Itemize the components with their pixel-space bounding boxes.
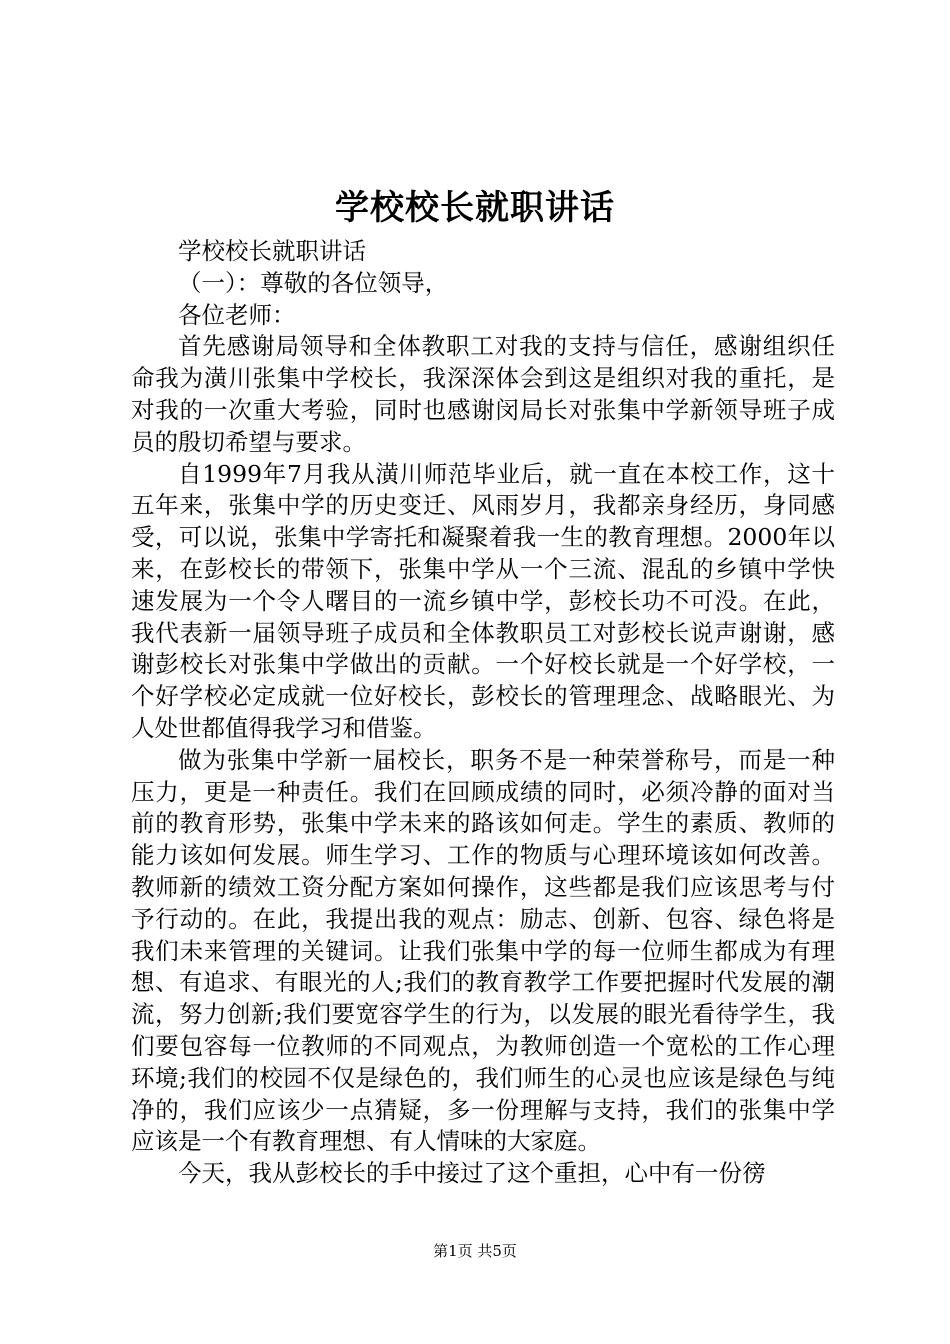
paragraph-vision: 做为张集中学新一届校长，职务不是一种荣誉称号，而是一种压力，更是一种责任。我们在回顾成绩的同时，必须冷静的面对当前的教育形势，张集中学未来的路该如何走。学生的素质、教师的能力该如何发展。师生学习、工作的物质与心理环境该如何改善。教师新的绩效工资分配方案如何操作，这些都是我们应该思考与付予行动的。在此，我提出我的观点：励志、创新、包容、绿色将是我们未来管理的关键词。让我们张集中学的每一位师生都成为有理想、有追求、有眼光的人;我们的教育教学工作要把握时代发展的潮流，努力创新;我们要宽容学生的行为，以发展的眼光看待学生，我们要包容每一位教师的不同观点，为教师创造一个宽松的工作心理环境;我们的校园不仅是绿色的，我们师生的心灵也应该是绿色与纯净的，我们应该少一点猜疑，多一份理解与支持，我们的张集中学应该是一个有教育理想、有人情味的大家庭。	[131, 745, 835, 1156]
page-footer: 第1页 共5页	[433, 1242, 517, 1260]
paragraph-history: 自1999年7月我从潢川师范毕业后，就一直在本校工作，这十五年来，张集中学的历史变迁、风雨岁月，我都亲身经历，身同感受，可以说，张集中学寄托和凝聚着我一生的教育理想。2000年以来，在彭校长的带领下，张集中学从一个三流、混乱的乡镇中学快速发展为一个令人曙目的一流乡镇中学，彭校长功不可没。在此，我代表新一届领导班子成员和全体教职员工对彭校长说声谢谢，感谢彭校长对张集中学做出的贡献。一个好校长就是一个好学校，一个好学校必定成就一位好校长，彭校长的管理理念、战略眼光、为人处世都值得我学习和借鉴。	[131, 459, 835, 742]
paragraph-subtitle: 学校校长就职讲话	[178, 237, 366, 265]
paragraph-salutation: （一）：尊敬的各位领导，	[178, 268, 449, 297]
paragraph-thanks: 首先感谢局领导和全体教职工对我的支持与信任，感谢组织任命我为潢川张集中学校长，我深深体会到这是组织对我的重托，是对我的一次重大考验，同时也感谢闵局长对张集中学新领导班子成员的殷切希望与要求。	[131, 332, 835, 456]
document-body	[131, 236, 835, 1190]
document-title: 学校校长就职讲话	[335, 188, 615, 228]
paragraph-closing: 今天，我从彭校长的手中接过了这个重担，心中有一份徬	[178, 1159, 766, 1188]
paragraph-salutation-teachers: 各位老师：	[178, 300, 296, 329]
